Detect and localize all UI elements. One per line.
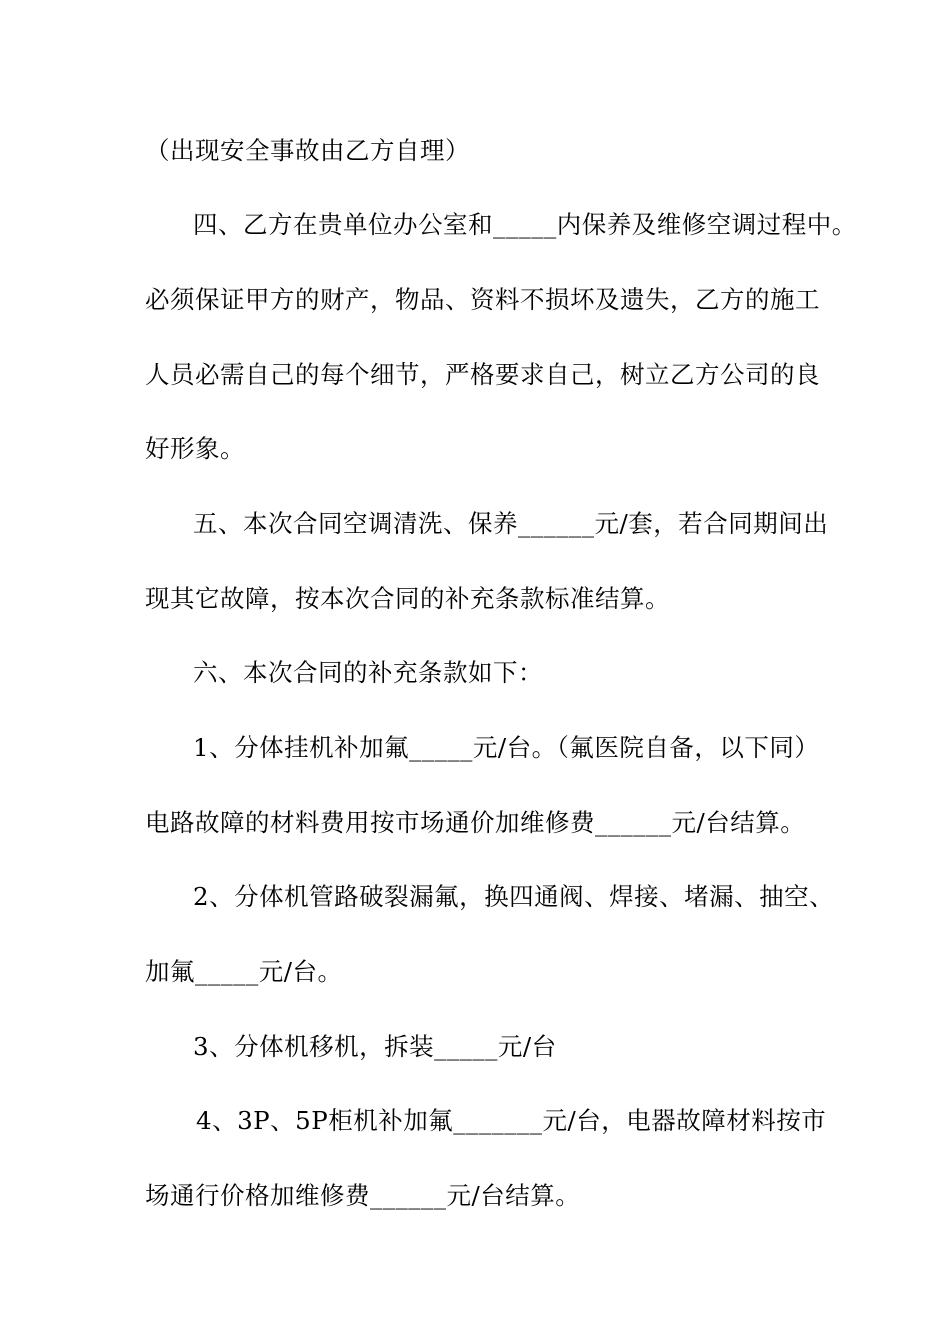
clause-four-line-3: 人员必需自己的每个细节，严格要求自己，树立乙方公司的良 — [145, 360, 820, 389]
clause-four-heading-line: 四、乙方在贵单位办公室和_____内保养及维修空调过程中。 — [193, 210, 857, 239]
item-two-line-2: 加氟_____元/台。 — [145, 957, 343, 986]
clause-five-line-2: 现其它故障，按本次合同的补充条款标准结算。 — [145, 584, 670, 613]
item-three-line: 3、分体机移机，拆装_____元/台 — [193, 1032, 557, 1061]
item-four-line-2: 场通行价格加维修费______元/台结算。 — [145, 1181, 581, 1210]
item-four-line: 4、3P、5P柜机补加氟_______元/台，电器故障材料按市 — [196, 1106, 827, 1135]
clause-four-line-4: 好形象。 — [145, 434, 245, 463]
item-one-line: 1、分体挂机补加氟_____元/台。（氟医院自备，以下同） — [193, 733, 820, 762]
clause-four-line-2: 必须保证甲方的财产，物品、资料不损坏及遗失，乙方的施工 — [145, 285, 820, 314]
clause-five-heading-line: 五、本次合同空调清洗、保养______元/套，若合同期间出 — [193, 509, 829, 538]
item-two-line: 2、分体机管路破裂漏氟，换四通阀、焊接、堵漏、抽空、 — [193, 882, 835, 911]
clause-six-heading: 六、本次合同的补充条款如下： — [193, 658, 543, 687]
text-line-safety-note: （出现安全事故由乙方自理） — [145, 136, 470, 165]
item-one-line-2: 电路故障的材料费用按市场通价加维修费______元/台结算。 — [145, 808, 806, 837]
